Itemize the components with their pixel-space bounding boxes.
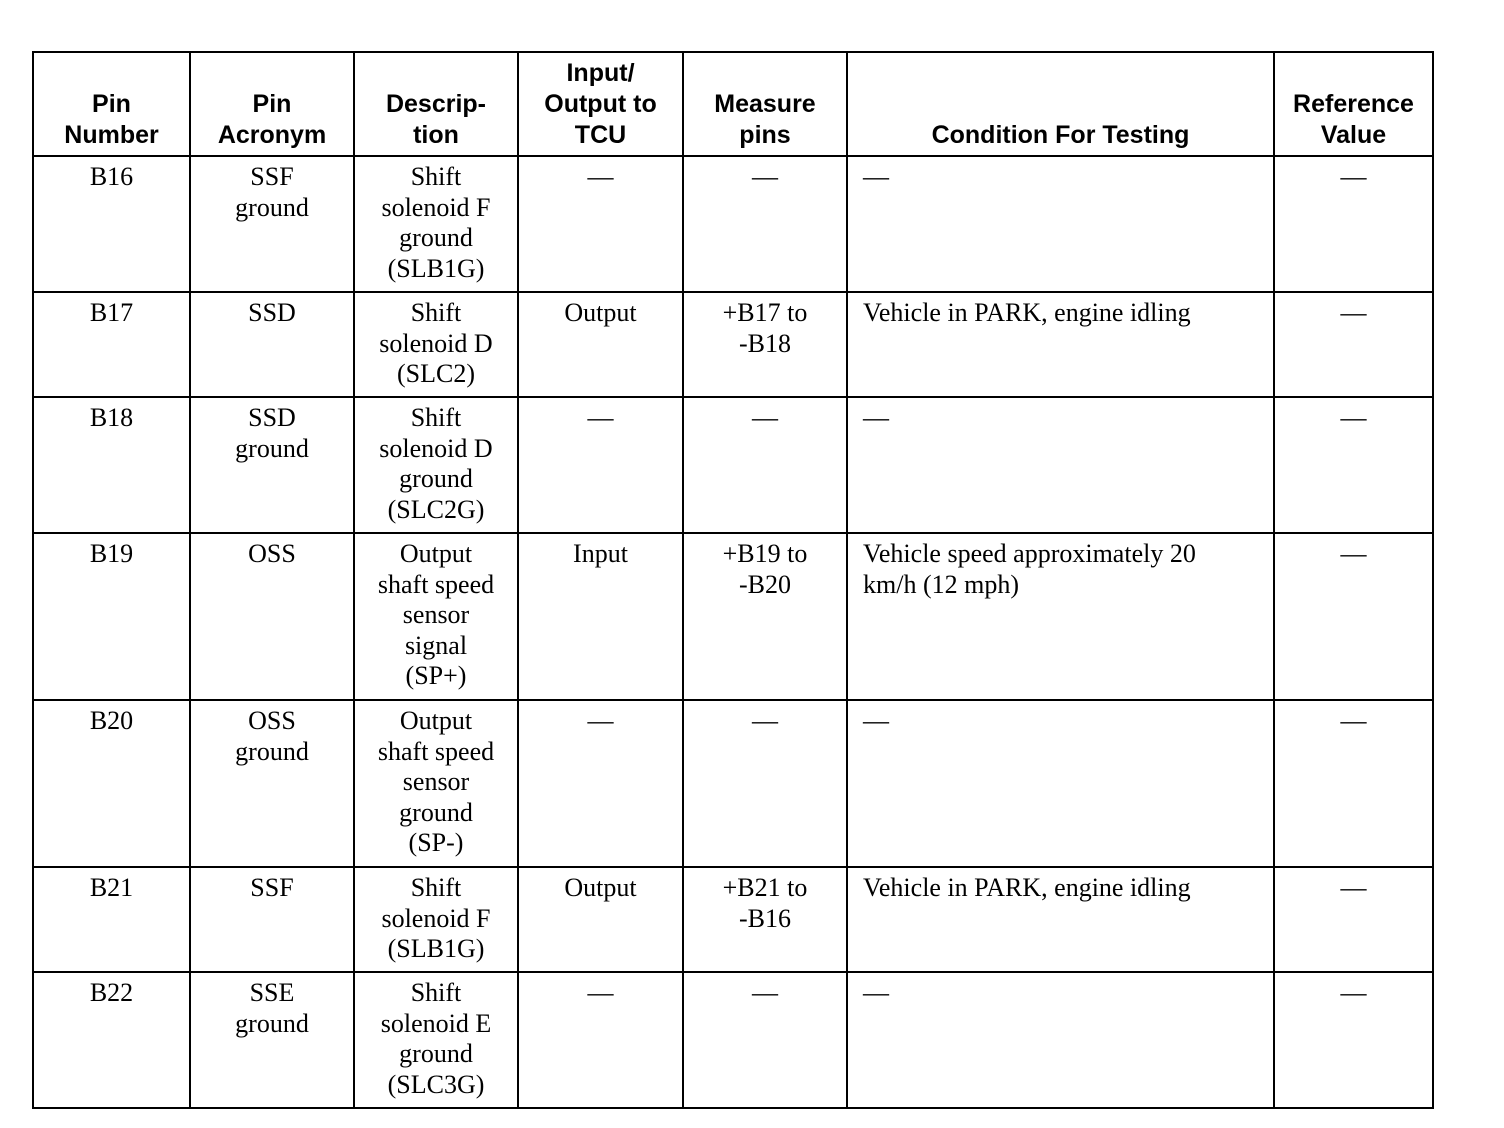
condition-cell: — (847, 972, 1274, 1108)
table-row (33, 292, 1433, 397)
io-cell: — (518, 972, 683, 1108)
measure-pins-cell: +B17 to -B18 (683, 292, 847, 397)
table-row (33, 700, 1433, 867)
reference-value-cell: — (1274, 867, 1433, 972)
table-row (33, 156, 1433, 292)
pin-acronym-cell: SSE ground (190, 972, 354, 1108)
condition-cell: — (847, 397, 1274, 533)
measure-pins-cell: — (683, 700, 847, 867)
header-condition: Condition For Testing (847, 52, 1274, 156)
reference-value-cell: — (1274, 533, 1433, 700)
header-pin-acronym: Pin Acronym (190, 52, 354, 156)
condition-cell: — (847, 156, 1274, 292)
condition-cell: Vehicle in PARK, engine idling (847, 292, 1274, 397)
pin-acronym-cell: SSF ground (190, 156, 354, 292)
description-cell: Output shaft speed sensor ground (SP-) (354, 700, 518, 867)
table-row (33, 867, 1433, 972)
measure-pins-cell: +B19 to -B20 (683, 533, 847, 700)
reference-value-cell: — (1274, 700, 1433, 867)
pin-acronym-cell: SSF (190, 867, 354, 972)
pin-number-cell: B17 (33, 292, 190, 397)
description-cell: Output shaft speed sensor signal (SP+) (354, 533, 518, 700)
description-cell: Shift solenoid F (SLB1G) (354, 867, 518, 972)
header-description: Descrip- tion (354, 52, 518, 156)
pin-number-cell: B21 (33, 867, 190, 972)
condition-cell: — (847, 700, 1274, 867)
pin-acronym-cell: OSS ground (190, 700, 354, 867)
pin-acronym-cell: SSD ground (190, 397, 354, 533)
reference-value-cell: — (1274, 972, 1433, 1108)
pin-acronym-cell: SSD (190, 292, 354, 397)
description-cell: Shift solenoid D (SLC2) (354, 292, 518, 397)
io-cell: Input (518, 533, 683, 700)
header-measure-pins: Measure pins (683, 52, 847, 156)
condition-cell: Vehicle speed approximately 20 km/h (12 mph) (847, 533, 1274, 700)
io-cell: — (518, 156, 683, 292)
pin-number-cell: B19 (33, 533, 190, 700)
description-cell: Shift solenoid F ground (SLB1G) (354, 156, 518, 292)
io-cell: Output (518, 292, 683, 397)
header-row (33, 52, 1433, 156)
header-input-output: Input/ Output to TCU (518, 52, 683, 156)
measure-pins-cell: — (683, 397, 847, 533)
pin-number-cell: B16 (33, 156, 190, 292)
measure-pins-cell: — (683, 156, 847, 292)
pin-number-cell: B20 (33, 700, 190, 867)
description-cell: Shift solenoid E ground (SLC3G) (354, 972, 518, 1108)
header-reference-value: Reference Value (1274, 52, 1433, 156)
measure-pins-cell: — (683, 972, 847, 1108)
pin-number-cell: B18 (33, 397, 190, 533)
table-row (33, 397, 1433, 533)
pin-data-table (32, 51, 1434, 1109)
header-pin-number: Pin Number (33, 52, 190, 156)
pin-acronym-cell: OSS (190, 533, 354, 700)
reference-value-cell: — (1274, 292, 1433, 397)
io-cell: Output (518, 867, 683, 972)
io-cell: — (518, 397, 683, 533)
condition-cell: Vehicle in PARK, engine idling (847, 867, 1274, 972)
reference-value-cell: — (1274, 156, 1433, 292)
description-cell: Shift solenoid D ground (SLC2G) (354, 397, 518, 533)
table-row (33, 533, 1433, 700)
pin-number-cell: B22 (33, 972, 190, 1108)
table-row (33, 972, 1433, 1108)
io-cell: — (518, 700, 683, 867)
measure-pins-cell: +B21 to -B16 (683, 867, 847, 972)
reference-value-cell: — (1274, 397, 1433, 533)
